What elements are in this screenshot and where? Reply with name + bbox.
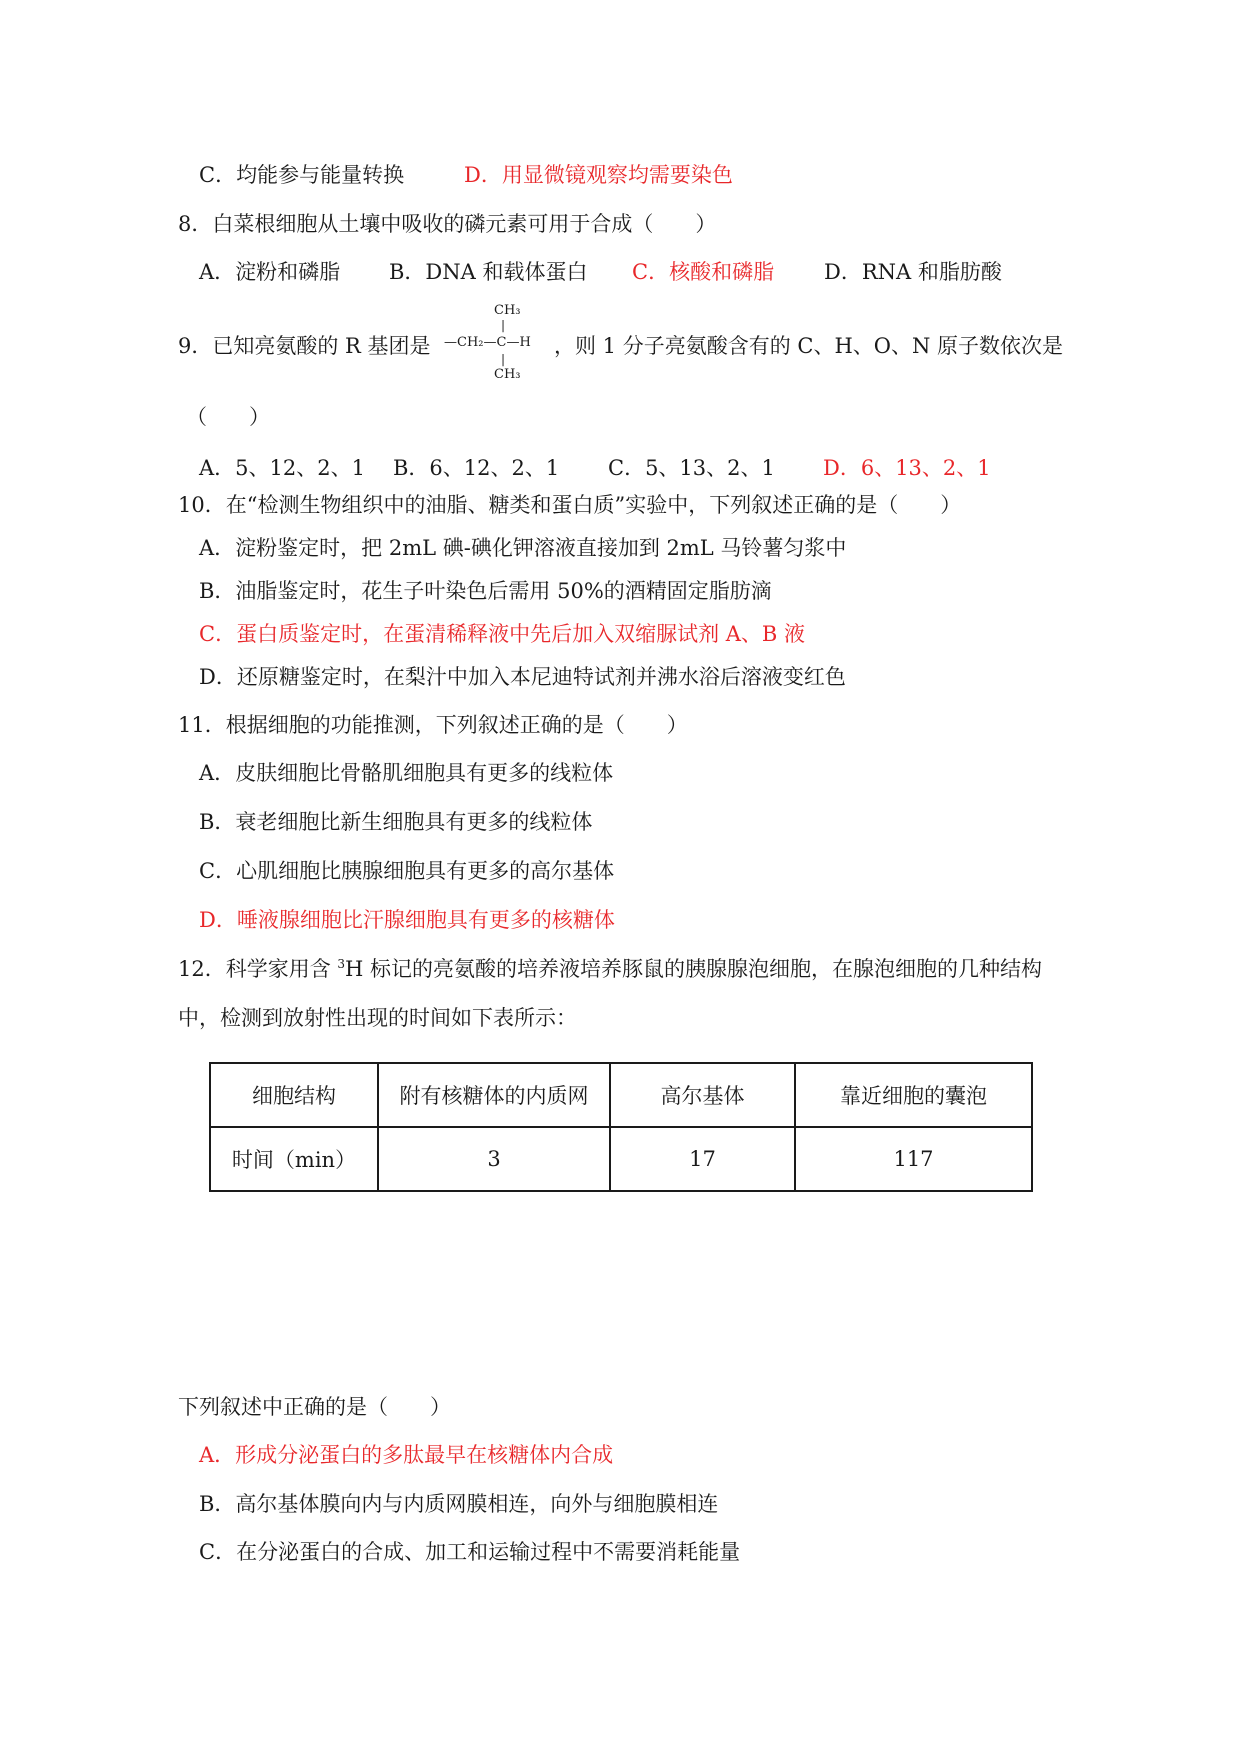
q12-option-c: C．在分泌蛋白的合成、加工和运输过程中不需要消耗能量 [199, 1540, 741, 1564]
q9-option-c: C．5、13、2、1 [608, 456, 775, 480]
table-cell: 17 [610, 1127, 795, 1191]
formula-chain: —CH₂—C—H [444, 335, 531, 350]
q9-option-a: A．5、12、2、1 [199, 456, 365, 480]
q12-question: 下列叙述中正确的是（ ） [178, 1395, 451, 1419]
q11-option-b: B．衰老细胞比新生细胞具有更多的线粒体 [199, 810, 593, 834]
table-header-cell: 靠近细胞的囊泡 [795, 1063, 1032, 1127]
table-row-header [210, 1063, 1032, 1127]
table-header-cell: 附有核糖体的内质网 [378, 1063, 610, 1127]
q12-stem-part2: H 标记的亮氨酸的培养液培养豚鼠的胰腺腺泡细胞，在腺泡细胞的几种结构 [345, 957, 1043, 981]
q12-option-a: A．形成分泌蛋白的多肽最早在核糖体内合成 [199, 1443, 614, 1467]
q7-options [199, 160, 733, 190]
q10-option-b: B．油脂鉴定时，花生子叶染色后需用 50%的酒精固定脂肪滴 [199, 579, 772, 603]
q11-option-d: D．唾液腺细胞比汗腺细胞具有更多的核糖体 [199, 908, 615, 932]
q12-isotope-superscript: 3 [337, 957, 346, 971]
table-header-cell: 细胞结构 [210, 1063, 378, 1127]
radioactivity-time-table [209, 1062, 1033, 1192]
q8-options [199, 257, 1099, 287]
table-cell: 3 [378, 1127, 610, 1191]
table-cell: 117 [795, 1127, 1032, 1191]
q11-option-a: A．皮肤细胞比骨骼肌细胞具有更多的线粒体 [199, 761, 614, 785]
q8-option-d: D．RNA 和脂肪酸 [824, 260, 1002, 284]
q8-option-c: C．核酸和磷脂 [632, 260, 775, 284]
q10-stem: 10．在“检测生物组织中的油脂、糖类和蛋白质”实验中，下列叙述正确的是（ ） [178, 493, 962, 517]
q9-options [199, 453, 1099, 483]
q7-option-c: C．均能参与能量转换 [199, 163, 405, 187]
leucine-r-group-formula [444, 300, 554, 386]
q9-paren: （ ） [186, 405, 270, 429]
q8-stem: 8．白菜根细胞从土壤中吸收的磷元素可用于合成（ ） [178, 212, 717, 236]
formula-ch3-bottom: CH₃ [494, 367, 521, 382]
q12-stem-line2: 中，检测到放射性出现的时间如下表所示： [178, 1006, 577, 1030]
formula-bond-bottom: | [501, 352, 506, 366]
q10-option-a: A．淀粉鉴定时，把 2mL 碘-碘化钾溶液直接加到 2mL 马铃薯匀浆中 [199, 536, 847, 560]
formula-bond-top: | [501, 318, 506, 332]
table-cell: 时间（min） [210, 1127, 378, 1191]
q11-stem: 11．根据细胞的功能推测，下列叙述正确的是（ ） [178, 713, 688, 737]
q10-option-d: D．还原糖鉴定时，在梨汁中加入本尼迪特试剂并沸水浴后溶液变红色 [199, 665, 846, 689]
formula-ch3-top: CH₃ [494, 303, 521, 318]
table-header-cell: 高尔基体 [610, 1063, 795, 1127]
q12-option-b: B．高尔基体膜向内与内质网膜相连，向外与细胞膜相连 [199, 1492, 719, 1516]
q12-stem-part1: 12．科学家用含 [178, 957, 338, 981]
q8-option-b: B．DNA 和载体蛋白 [389, 260, 588, 284]
q10-option-c: C．蛋白质鉴定时，在蛋清稀释液中先后加入双缩脲试剂 A、B 液 [199, 622, 806, 646]
q9-option-b: B．6、12、2、1 [393, 456, 560, 480]
q11-option-c: C．心肌细胞比胰腺细胞具有更多的高尔基体 [199, 859, 615, 883]
q9-option-d: D．6、13、2、1 [823, 456, 991, 480]
table-row-time [210, 1127, 1032, 1191]
q9-stem-end: ，则 1 分子亮氨酸含有的 C、H、O、N 原子数依次是 [554, 334, 1064, 358]
q8-option-a: A．淀粉和磷脂 [199, 260, 341, 284]
q12-stem [178, 954, 1042, 984]
q9-stem-start: 9．已知亮氨酸的 R 基团是 [178, 334, 431, 358]
q7-option-d: D．用显微镜观察均需要染色 [464, 163, 733, 187]
